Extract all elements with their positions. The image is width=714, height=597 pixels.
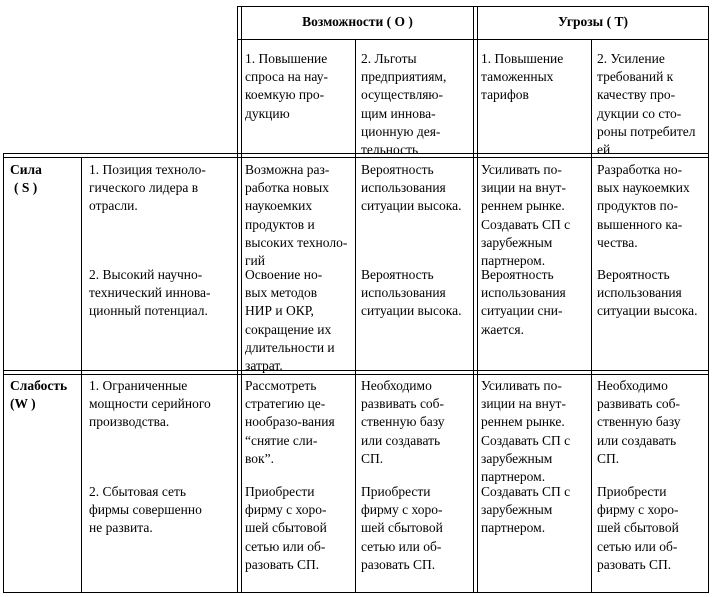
cell-line: вок”. (245, 450, 274, 466)
weakness-factor-2 (89, 483, 202, 538)
cell-line: СП. (597, 450, 620, 466)
cell-line: качеству про- (597, 87, 676, 103)
cell-line: 2. Сбытовая сеть (89, 484, 187, 499)
cell-line: продуктов по- (597, 198, 679, 214)
cell-line: зиции на внут- (481, 396, 566, 412)
wo-strategy-1-1 (245, 377, 335, 468)
cell-line: Сила (10, 162, 42, 177)
cell-line: продуктов и (245, 216, 315, 232)
cell-line: НИР и ОКР, (245, 303, 314, 319)
table-border (3, 153, 4, 593)
st-strategy-2-1 (481, 266, 566, 339)
wt-strategy-2-2 (597, 483, 679, 574)
cell-line: 2. Высокий научно- (89, 267, 203, 282)
wo-strategy-2-2 (361, 483, 443, 574)
cell-line: нообразо-вания (245, 414, 335, 430)
cell-line: ционный потенциал. (89, 303, 208, 319)
cell-line: длительности и (245, 339, 335, 355)
cell-line: 1. Повышение (245, 51, 328, 66)
cell-line: использования (481, 285, 566, 301)
strength-label (10, 161, 42, 197)
cell-line: отрасли. (89, 198, 138, 214)
opportunity-2 (361, 50, 446, 159)
cell-line: вых наукоемких (597, 180, 690, 196)
cell-line: использования (361, 180, 446, 196)
cell-line: дукции со сто- (597, 105, 682, 121)
cell-line: Вероятность (361, 267, 434, 282)
cell-line: Создавать СП с (481, 432, 571, 448)
so-strategy-1-1 (245, 161, 347, 270)
cell-line: Необходимо (361, 378, 432, 393)
cell-line: производства. (89, 414, 170, 430)
table-border (708, 6, 709, 593)
cell-line: фирму с хоро- (361, 502, 443, 518)
cell-line: таможенных (481, 69, 554, 85)
cell-line: или создавать (597, 432, 677, 448)
st-strategy-1-1 (481, 161, 570, 270)
cell-line: технический иннова- (89, 285, 211, 301)
cell-line: Вероятность (597, 267, 670, 282)
wt-strategy-1-1 (481, 377, 570, 486)
cell-line: 1. Позиция техноло- (89, 162, 206, 177)
cell-line: Вероятность (361, 162, 434, 177)
cell-line: Вероятность (481, 267, 554, 282)
cell-line: ( S ) (14, 180, 38, 196)
cell-line: сетью или об- (597, 538, 678, 554)
cell-line: 1. Ограниченные (89, 378, 188, 393)
cell-line: Необходимо (597, 378, 668, 393)
cell-line: дукцию (245, 105, 290, 121)
table-border (3, 370, 709, 371)
cell-line: Приобрести (597, 484, 667, 499)
cell-line: фирму с хоро- (597, 502, 679, 518)
wo-strategy-2-1 (245, 483, 327, 574)
cell-line: сетью или об- (245, 538, 326, 554)
cell-line: реннем рынке. (481, 198, 565, 214)
st-strategy-1-2 (597, 161, 690, 252)
cell-line: Возможна раз- (245, 162, 330, 177)
cell-line: развивать соб- (597, 396, 681, 412)
cell-line: Приобрести (245, 484, 315, 499)
st-strategy-2-2 (597, 266, 697, 321)
table-border (241, 6, 242, 593)
cell-line: ственную базу (361, 414, 445, 430)
cell-line: предприятиям, (361, 69, 447, 85)
table-border (3, 592, 709, 593)
cell-line: реннем рынке. (481, 414, 565, 430)
cell-line: гического лидера в (89, 180, 199, 196)
cell-line: ситуации высока. (597, 303, 698, 319)
cell-line: осуществляю- (361, 87, 443, 103)
cell-line: Освоение но- (245, 267, 323, 282)
cell-line: тарифов (481, 87, 529, 103)
threat-1 (481, 50, 563, 105)
table-border (81, 157, 82, 593)
cell-line: не развита. (89, 520, 153, 536)
header-text: Возможности ( О ) (302, 14, 413, 29)
cell-line: шей сбытовой (361, 520, 443, 536)
threat-2 (597, 50, 696, 159)
cell-line: разовать СП. (597, 556, 672, 572)
cell-line: партнером. (481, 469, 546, 485)
cell-line: “снятие сли- (245, 432, 318, 448)
cell-line: ционную дея- (361, 123, 441, 139)
header-text: Угрозы ( Т) (558, 14, 628, 29)
cell-line: ей (597, 142, 611, 158)
cell-line: зарубежным (481, 502, 553, 518)
cell-line: сокращение их (245, 321, 332, 337)
so-strategy-2-1 (245, 266, 335, 375)
cell-line: Создавать СП с (481, 216, 571, 232)
so-strategy-2-2 (361, 266, 461, 321)
threats-header (478, 13, 708, 31)
cell-line: шей сбытовой (245, 520, 327, 536)
cell-line: Приобрести (361, 484, 431, 499)
cell-line: жается. (481, 321, 524, 337)
wo-strategy-1-2 (361, 377, 445, 468)
weakness-label (10, 377, 67, 413)
cell-line: партнером. (481, 253, 546, 269)
cell-line: разовать СП. (361, 556, 436, 572)
table-border (3, 374, 709, 375)
cell-line: 2. Усиление (597, 51, 665, 66)
cell-line: 1. Повышение (481, 51, 564, 66)
table-border (237, 6, 238, 593)
cell-line: использования (361, 285, 446, 301)
cell-line: вышенного ка- (597, 216, 683, 232)
cell-line: зарубежным (481, 450, 553, 466)
opportunities-header (242, 13, 473, 31)
cell-line: ственную базу (597, 414, 681, 430)
cell-line: Усиливать по- (481, 162, 562, 177)
cell-line: использования (597, 285, 682, 301)
cell-line: вых методов (245, 285, 318, 301)
opportunity-1 (245, 50, 328, 123)
cell-line: шей сбытовой (597, 520, 679, 536)
cell-line: фирмы совершенно (89, 502, 202, 518)
cell-line: фирму с хоро- (245, 502, 327, 518)
cell-line: Создавать СП с (481, 484, 571, 499)
cell-line: мощности серийного (89, 396, 211, 412)
table-border (473, 6, 474, 593)
cell-line: гий (245, 253, 265, 269)
table-border (591, 39, 592, 593)
cell-line: спроса на нау- (245, 69, 328, 85)
table-border (355, 39, 356, 593)
cell-line: высоких техноло- (245, 234, 348, 250)
weakness-factor-1 (89, 377, 211, 432)
cell-line: или создавать (361, 432, 441, 448)
cell-line: работка новых (245, 180, 329, 196)
cell-line: Рассмотреть (245, 378, 317, 393)
cell-line: требований к (597, 69, 674, 85)
cell-line: разовать СП. (245, 556, 320, 572)
cell-line: стратегию це- (245, 396, 326, 412)
cell-line: ситуации высока. (361, 303, 462, 319)
cell-line: (W ) (10, 396, 36, 412)
cell-line: наукоемких (245, 198, 313, 214)
cell-line: ситуации сни- (481, 303, 563, 319)
cell-line: Разработка но- (597, 162, 683, 177)
cell-line: коемкую про- (245, 87, 325, 103)
strength-factor-1 (89, 161, 206, 216)
table-border (477, 6, 478, 593)
cell-line: 2. Льготы (361, 51, 417, 66)
cell-line: сетью или об- (361, 538, 442, 554)
cell-line: щим иннова- (361, 105, 436, 121)
cell-line: развивать соб- (361, 396, 445, 412)
strength-factor-2 (89, 266, 211, 321)
cell-line: тельность (361, 142, 419, 158)
cell-line: СП. (361, 450, 384, 466)
cell-line: Усиливать по- (481, 378, 562, 393)
cell-line: Слабость (10, 378, 68, 393)
cell-line: ситуации высока. (361, 198, 462, 214)
cell-line: зарубежным (481, 234, 553, 250)
cell-line: затрат. (245, 358, 283, 374)
cell-line: чества. (597, 234, 638, 250)
wt-strategy-1-2 (597, 377, 681, 468)
so-strategy-1-2 (361, 161, 461, 216)
wt-strategy-2-1 (481, 483, 570, 538)
cell-line: партнером. (481, 520, 546, 536)
cell-line: роны потребител (597, 123, 696, 139)
cell-line: зиции на внут- (481, 180, 566, 196)
